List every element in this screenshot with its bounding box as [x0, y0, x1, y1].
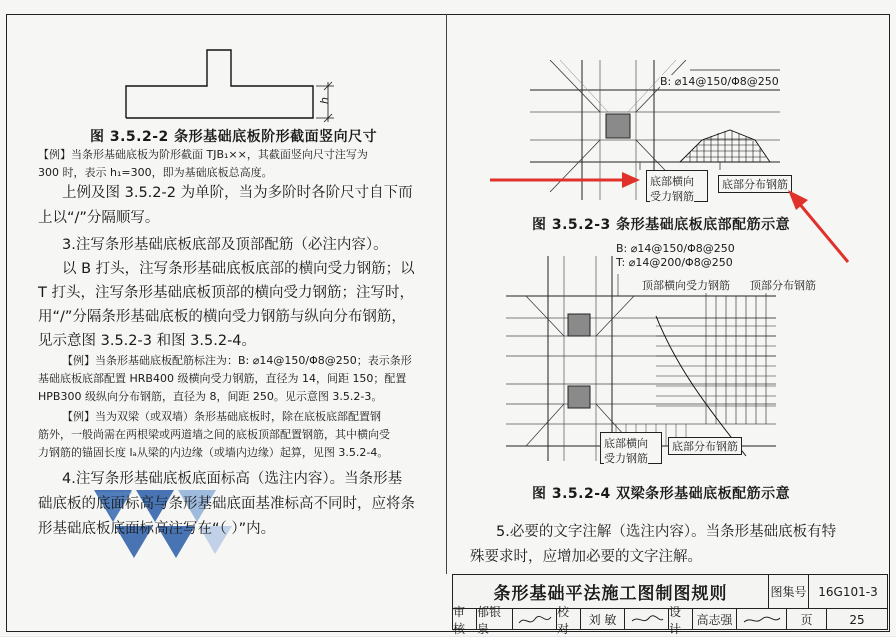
design-signature	[737, 609, 787, 630]
figure-3-5-2-2-drawing	[110, 40, 350, 130]
dimension-h-label: h	[317, 97, 331, 104]
example-1-line-2: 300 时，表示 h₁=300，即为基础底板总高度。	[38, 166, 273, 179]
check-name: 刘 敏	[581, 609, 625, 630]
column-divider	[446, 14, 447, 574]
design-label: 设计	[669, 609, 693, 630]
review-name: 郁银泉	[477, 609, 513, 630]
review-signature	[513, 609, 557, 630]
example-2-line-1: 【例】当条形基础底板配筋标注为：B: ⌀14@150/Φ8@250；表示条形	[62, 354, 412, 367]
para-5-line-1: 5.必要的文字注解（选注内容）。当条形基础底板有特	[496, 524, 837, 540]
para-4-line-3: 形基础底板底面标高注写在“（ ）”内。	[38, 521, 276, 537]
example-2-line-3: HPB300 级纵向分布钢筋，直径为 8，间距 250。见示意图 3.5.2-3。	[38, 390, 383, 403]
para-3-line-4: 用“/”分隔条形基础底板的横向受力钢筋与纵向分布钢筋，	[38, 309, 406, 325]
para-3-line-2: 以 B 打头，注写条形基础底板底部的横向受力钢筋；以	[62, 261, 415, 277]
para-3-line-3: T 打头，注写条形基础底板顶部的横向受力钢筋；注写时，	[38, 285, 414, 301]
review-label: 审核	[453, 609, 477, 630]
title-block	[452, 574, 888, 636]
drawing-title: 条形基础平法施工图制图规则	[453, 575, 769, 609]
fig3-bottom-trans-line-2: 受力钢筋	[650, 190, 694, 203]
caption-fig-3-5-2-3: 图 3.5.2-3 条形基础底板底部配筋示意	[532, 217, 791, 233]
fig3-bottom-dist-label: 底部分布钢筋	[718, 175, 792, 193]
atlas-no-label: 图集号	[769, 575, 809, 609]
atlas-no-value: 16G101-3	[809, 575, 887, 609]
para-3-line-1: 3.注写条形基础底板底部及顶部配筋（必注内容）。	[62, 237, 388, 253]
design-name: 高志强	[693, 609, 737, 630]
page-number: 25	[849, 612, 865, 627]
caption-fig-3-5-2-2: 图 3.5.2-2 条形基础底板阶形截面竖向尺寸	[90, 129, 378, 145]
fig4-top-trans-label: 顶部横向受力钢筋	[642, 279, 730, 292]
caption-fig-3-5-2-4: 图 3.5.2-4 双梁条形基础底板配筋示意	[532, 486, 791, 502]
example-1-line-1: 【例】当条形基础底板为阶形截面 TJB₁××，其截面竖向尺寸注写为	[38, 148, 368, 161]
para-4-line-2: 础底板的底面标高与条形基础底面基准标高不同时，应将条	[38, 496, 415, 512]
fig4-rebar-spec-B: B: ⌀14@150/Φ8@250	[616, 242, 735, 255]
example-3-line-1: 【例】当为双梁（或双墙）条形基础底板时，除在底板底部配置钢	[62, 410, 381, 423]
check-label: 校对	[557, 609, 581, 630]
fig4-rebar-spec-T: T: ⌀14@200/Φ8@250	[616, 256, 733, 269]
example-3-line-2: 筋外，一般尚需在两根梁或两道墙之间的底板顶部配置钢筋，其中横向受	[38, 428, 390, 441]
para-4-line-1: 4.注写条形基础底板底面标高（选注内容）。当条形基	[62, 471, 403, 487]
para-multi-line-1: 上例及图 3.5.2-2 为单阶，当为多阶时各阶尺寸自下而	[62, 185, 413, 201]
check-signature	[625, 609, 669, 630]
fig3-bottom-trans-line-1: 底部横向	[650, 175, 694, 188]
fig4-bottom-trans-line-2: 受力钢筋	[604, 452, 648, 465]
para-3-line-5: 见示意图 3.5.2-3 和图 3.5.2-4。	[38, 333, 257, 349]
fig4-bottom-dist-label: 底部分布钢筋	[668, 437, 742, 455]
example-3-line-3: 力钢筋的锚固长度 lₐ从梁的内边缘（或墙内边缘）起算，见图 3.5.2-4。	[38, 446, 389, 459]
para-5-line-2: 殊要求时，应增加必要的文字注解。	[470, 549, 702, 565]
fig4-top-dist-label: 顶部分布钢筋	[750, 279, 816, 292]
example-2-line-2: 基础底板底部配置 HRB400 级横向受力钢筋，直径为 14，间距 150；配置	[38, 372, 407, 385]
para-multi-line-2: 上以“/”分隔顺写。	[38, 210, 160, 226]
fig4-bottom-trans-line-1: 底部横向	[604, 437, 648, 450]
page-label: 页	[787, 609, 827, 630]
fig3-rebar-spec-label: B: ⌀14@150/Φ8@250	[660, 75, 779, 88]
